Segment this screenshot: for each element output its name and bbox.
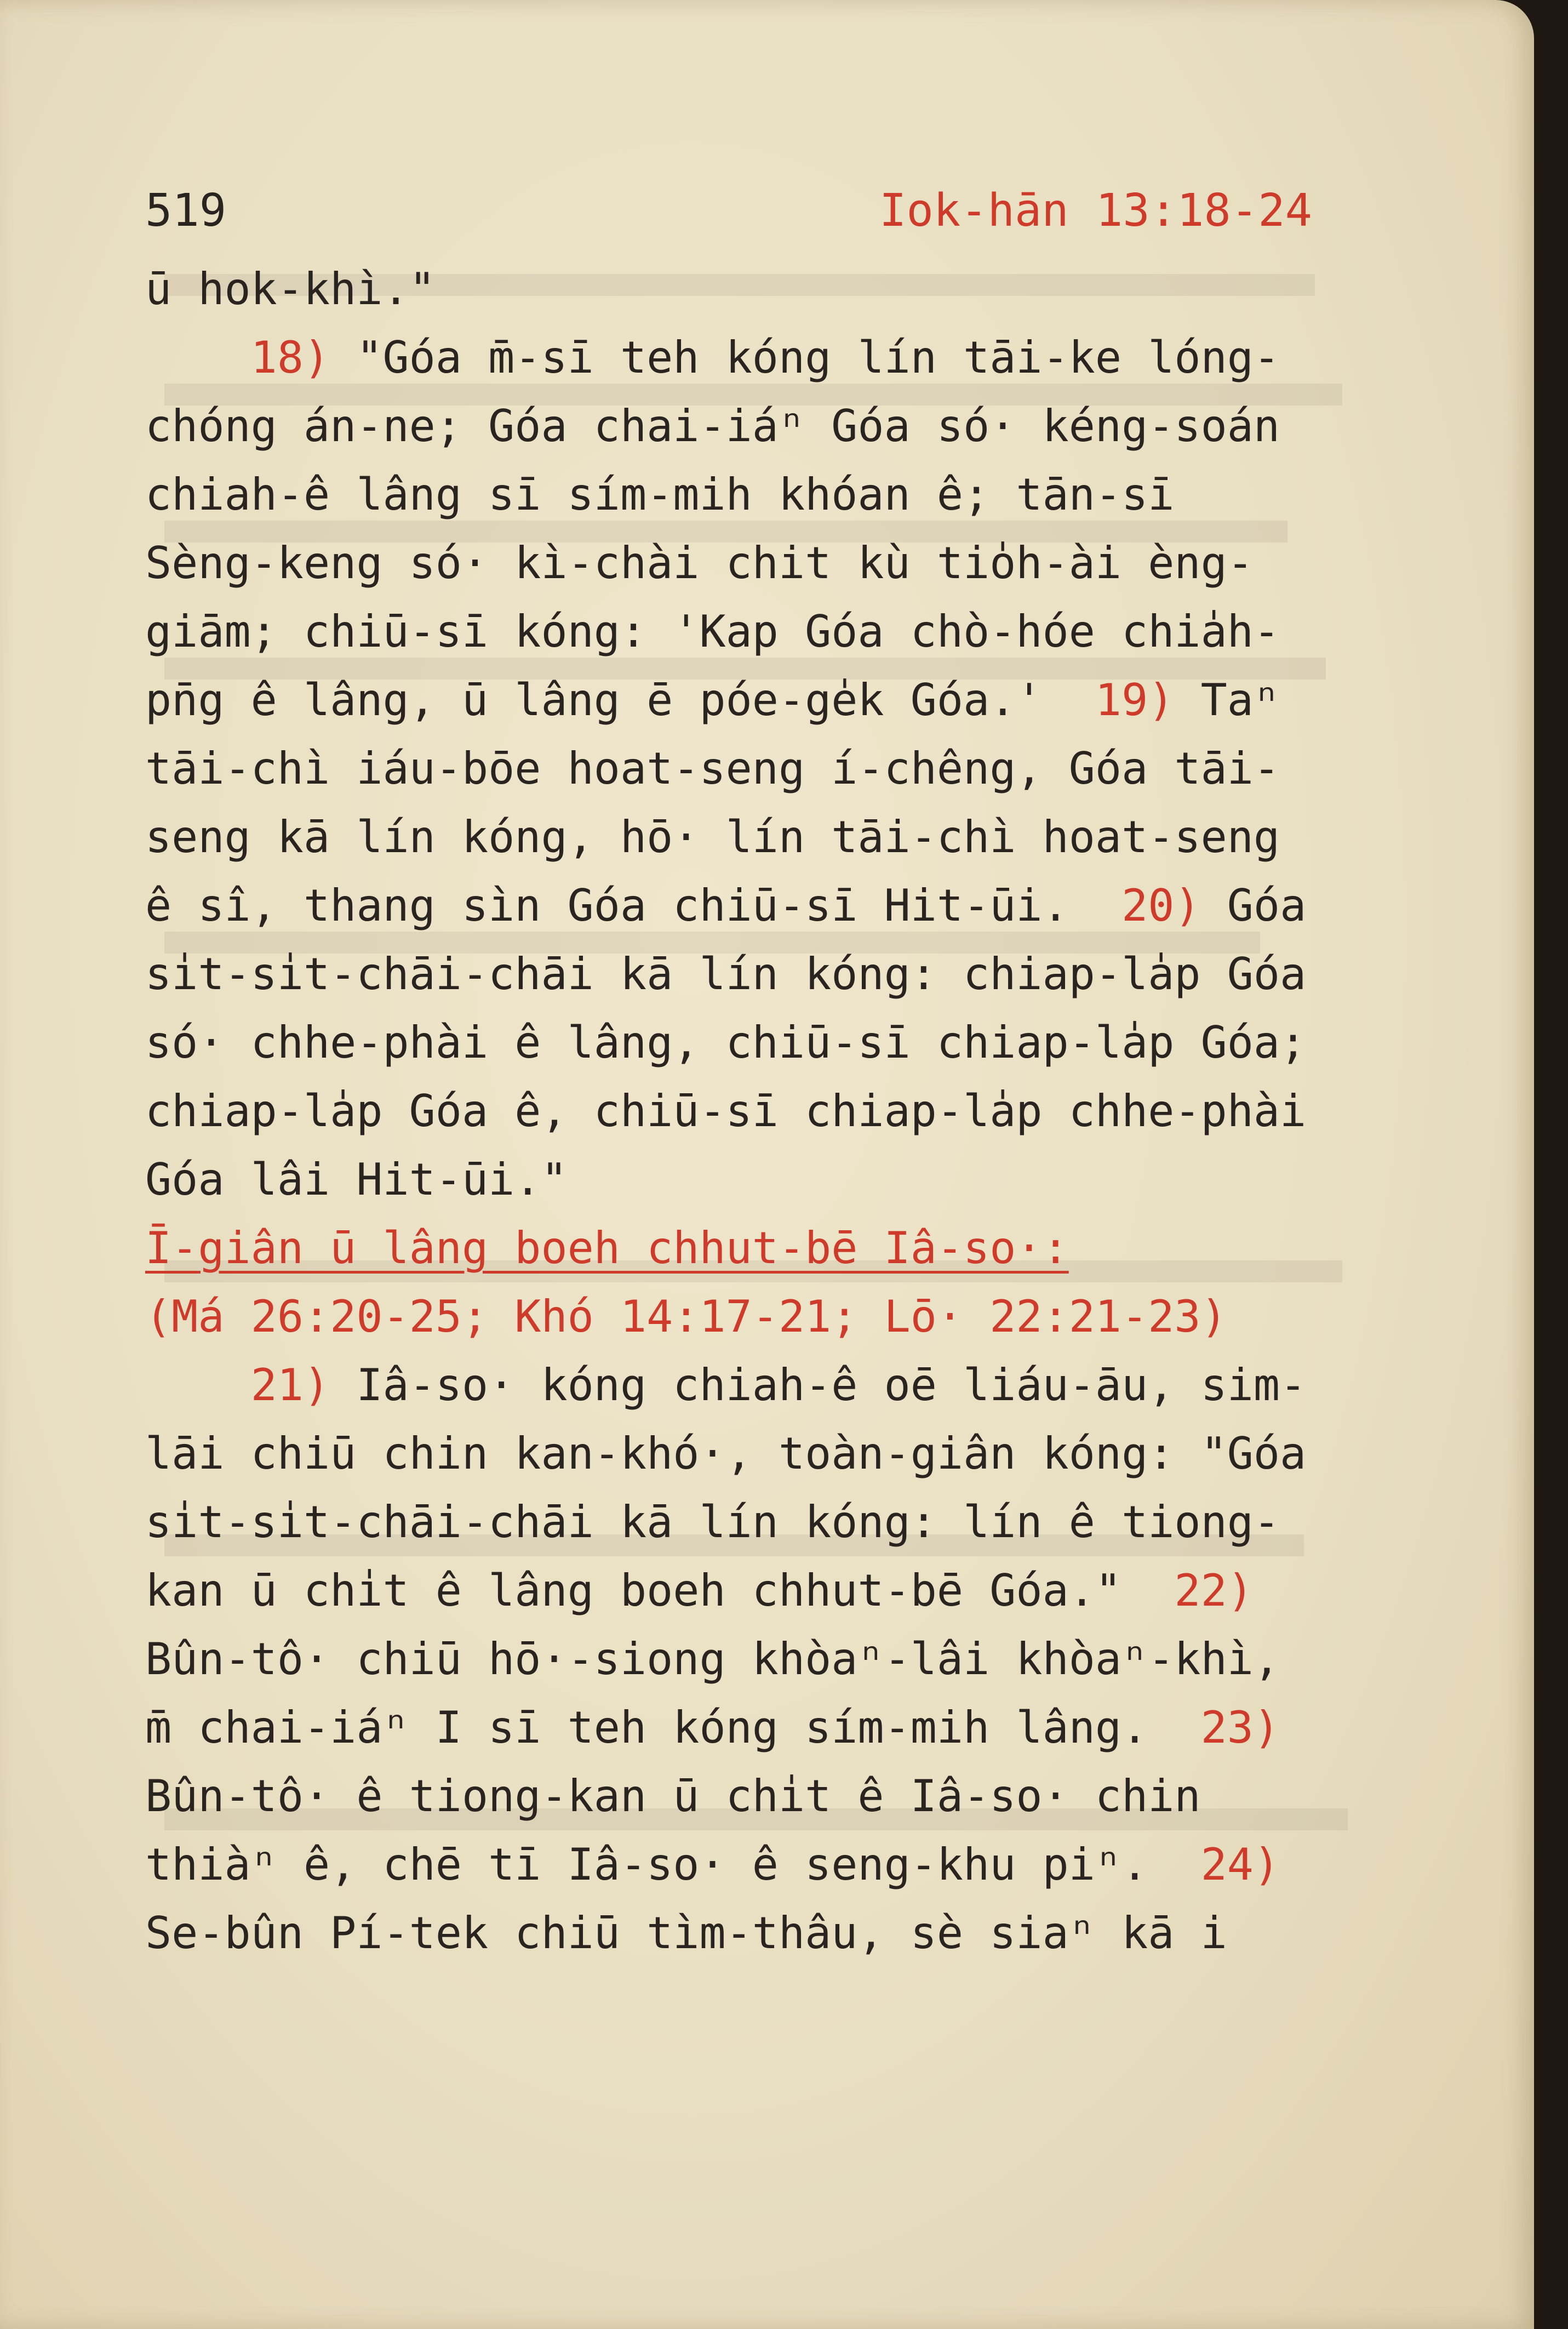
text-line-13: chiap-la̍p Góa ê, chiū-sī chiap-la̍p chhe-phài [145, 1086, 1307, 1137]
verse-number-22: 22) [1174, 1565, 1254, 1616]
verse-number-24: 24) [1200, 1839, 1280, 1890]
text-line-18: lāi chiū chin kan-khó·, toàn-giân kóng: "Góa [145, 1428, 1307, 1479]
text-line-14: Góa lâi Hit-ūi." [145, 1154, 568, 1205]
cross-reference: (Má 26:20-25; Khó 14:17-21; Lō· 22:21-23) [145, 1291, 1227, 1342]
text-line-10: ê sî, thang sìn Góa chiū-sī Hit-ūi. 20) Góa [145, 880, 1307, 931]
verse-number-18: 18) [250, 332, 330, 383]
text-line-3: chóng án-ne; Góa chai-iáⁿ Góa só· kéng-soán [145, 401, 1280, 452]
text-line-4: chiah-ê lâng sī sím-mih khóan ê; tān-sī [145, 469, 1175, 520]
section-heading: Ī-giân ū lâng boeh chhut-bē Iâ-so·: [145, 1223, 1069, 1274]
text-line-21: Bûn-tô· chiū hō·-siong khòaⁿ-lâi khòaⁿ-khì, [145, 1634, 1280, 1685]
text-line-17: 21) Iâ-so· kóng chiah-ê oē liáu-āu, sim- [250, 1360, 1307, 1411]
text-line-5: Sèng-keng só· kì-chài chit kù tio̍h-ài èng- [145, 538, 1254, 589]
verse-number-21: 21) [250, 1360, 330, 1411]
text-line-1: ū hok-khì." [145, 264, 436, 315]
text-line-22: m̄ chai-iáⁿ I sī teh kóng sím-mih lâng. 23) [145, 1702, 1280, 1753]
body-text [145, 255, 1378, 1967]
text-line-7: pn̄g ê lâng, ū lâng ē póe-ge̍k Góa.' 19) Taⁿ [145, 675, 1280, 726]
text-line-24: thiàⁿ ê, chē tī Iâ-so· ê seng-khu piⁿ. 24) [145, 1839, 1280, 1890]
text-line-11: si̍t-si̍t-chāi-chāi kā lín kóng: chiap-la̍p Góa [145, 949, 1307, 1000]
text-line-2: 18) "Góa m̄-sī teh kóng lín tāi-ke lóng- [250, 332, 1280, 383]
text-line-6: giām; chiū-sī kóng: 'Kap Góa chò-hóe chia̍h- [145, 606, 1280, 657]
verse-number-20: 20) [1121, 880, 1201, 931]
text-line-8: tāi-chì iáu-bōe hoat-seng í-chêng, Góa tāi- [145, 743, 1280, 794]
verse-number-19: 19) [1095, 675, 1175, 726]
text-line-9: seng kā lín kóng, hō· lín tāi-chì hoat-seng [145, 812, 1280, 863]
page-number: 519 [145, 185, 227, 237]
text-line-12: só· chhe-phài ê lâng, chiū-sī chiap-la̍p Góa; [145, 1017, 1307, 1068]
verse-number-23: 23) [1200, 1702, 1280, 1753]
page-header [145, 181, 1312, 241]
text-line-20: kan ū chi̍t ê lâng boeh chhut-bē Góa." 22) [145, 1565, 1254, 1616]
text-line-19: si̍t-si̍t-chāi-chāi kā lín kóng: lín ê tiong- [145, 1497, 1280, 1548]
text-line-23: Bûn-tô· ê tiong-kan ū chi̍t ê Iâ-so· chin [145, 1771, 1201, 1822]
text-line-25: Se-bûn Pí-tek chiū tìm-thâu, sè siaⁿ kā i [145, 1908, 1227, 1959]
running-head: Iok-hān 13:18-24 [879, 185, 1312, 237]
